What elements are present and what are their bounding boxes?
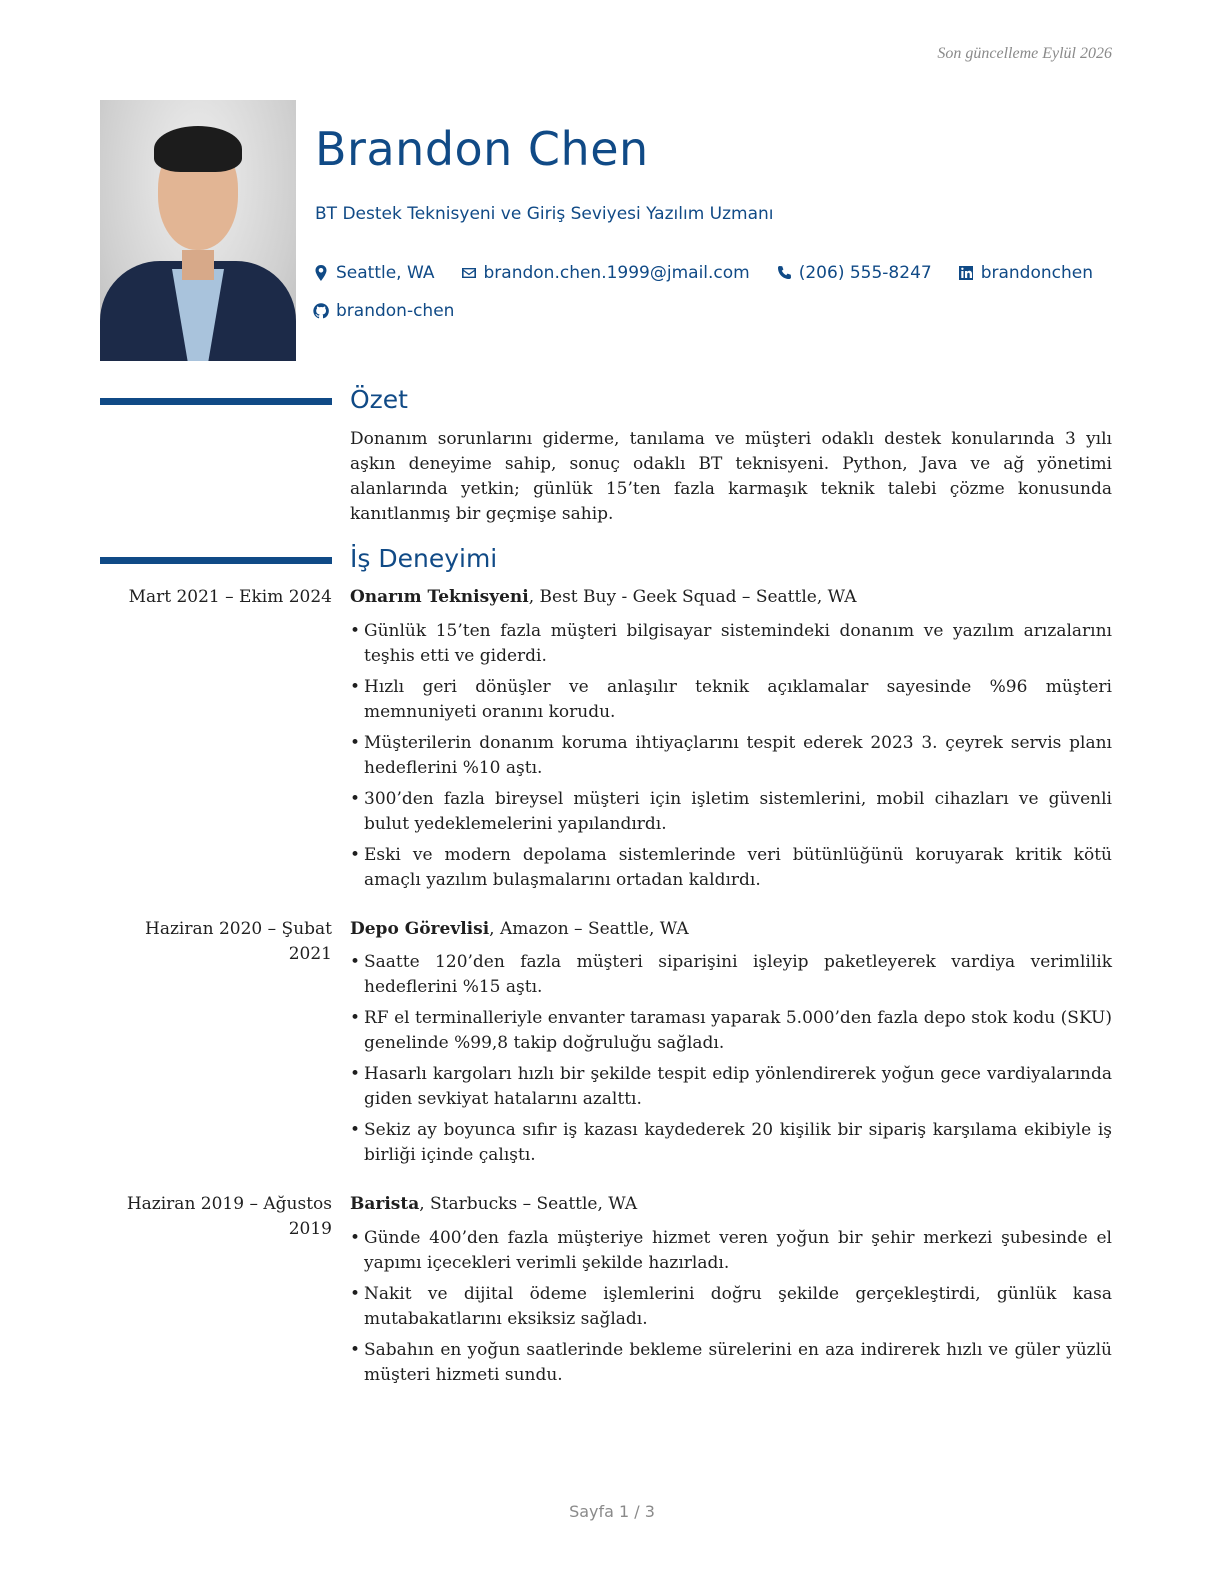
list-item: • Hasarlı kargoları hızlı bir şekilde tespit edip yönlendirerek yoğun gece vardiyalarında giden sevkiyat hatalarını azalttı. — [350, 1062, 1112, 1112]
list-item: • Sabahın en yoğun saatlerinde bekleme sürelerini en aza indirerek hızlı ve güler yüzlü müşteri hizmeti sundu. — [350, 1338, 1112, 1388]
list-item: • Sekiz ay boyunca sıfır iş kazası kaydederek 20 kişilik bir sipariş karşılama ekibiyle iş birliği içinde çalıştı. — [350, 1118, 1112, 1168]
list-item: • Nakit ve dijital ödeme işlemlerini doğru şekilde gerçekleştirdi, günlük kasa mutabakatlarını eksiksiz sağladı. — [350, 1282, 1112, 1332]
section-title-summary: Özet — [350, 385, 408, 414]
page-number: Sayfa 1 / 3 — [569, 1502, 655, 1521]
job-role: Barista — [350, 1194, 420, 1214]
job-company: , Amazon – Seattle, WA — [489, 919, 689, 939]
job-heading — [350, 917, 1112, 942]
summary-text: Donanım sorunlarını giderme, tanılama ve müşteri odaklı destek konularında 3 yılı aşkın deneyime sahip, sonuç odaklı BT teknisyeni. Python, Java ve ağ yönetimi alanlarında yetkin; günlük 15’ten fazla karmaşık teknik talebi çözme konusunda kanıtlanmış bir geçmişe sahip. — [350, 429, 1112, 524]
profile-photo — [100, 100, 296, 361]
job-bullets — [350, 619, 1112, 899]
section-divider — [100, 398, 332, 405]
job-role: Onarım Teknisyeni — [350, 587, 529, 607]
list-item: • 300’den fazla bireysel müşteri için işletim sistemlerini, mobil cihazları ve güvenli bulut yedeklemelerini yapılandırdı. — [350, 787, 1112, 837]
job-dates: Mart 2021 – Ekim 2024 — [128, 587, 332, 607]
contact-github[interactable]: brandon-chen — [313, 301, 454, 321]
section-divider — [100, 557, 332, 564]
job-heading — [350, 1192, 1112, 1217]
list-item: • Eski ve modern depolama sistemlerinde veri bütünlüğünü koruyarak kritik kötü amaçlı yazılım bulaşmalarını ortadan kaldırdı. — [350, 843, 1112, 893]
job-dates: Haziran 2020 – Şubat 2021 — [145, 919, 332, 964]
contact-info — [313, 261, 1113, 337]
job-heading — [350, 585, 1112, 610]
envelope-icon — [461, 265, 477, 281]
job-dates: Haziran 2019 – Ağustos 2019 — [126, 1194, 332, 1239]
job-title: BT Destek Teknisyeni ve Giriş Seviyesi Yazılım Uzmanı — [315, 204, 774, 224]
list-item: • Günlük 15’ten fazla müşteri bilgisayar sistemindeki donanım ve yazılım arızalarını teşhis etti ve giderdi. — [350, 619, 1112, 669]
last-updated: Son güncelleme Eylül 2026 — [937, 45, 1112, 62]
list-item: • Saatte 120’den fazla müşteri siparişini işleyip paketleyerek vardiya verimlilik hedeflerini %15 aştı. — [350, 950, 1112, 1000]
list-item: • RF el terminalleriyle envanter taraması yaparak 5.000’den fazla depo stok kodu (SKU) genelinde %99,8 takip doğruluğu sağladı. — [350, 1006, 1112, 1056]
linkedin-icon — [958, 265, 974, 281]
job-bullets — [350, 1226, 1112, 1394]
list-item: • Günde 400’den fazla müşteriye hizmet veren yoğun bir şehir merkezi şubesinde el yapımı içecekleri verimli şekilde hazırladı. — [350, 1226, 1112, 1276]
job-role: Depo Görevlisi — [350, 919, 490, 939]
contact-linkedin[interactable]: brandonchen — [958, 263, 1093, 283]
list-item: • Müşterilerin donanım koruma ihtiyaçlarını tespit ederek 2023 3. çeyrek servis planı hedeflerini %10 aştı. — [350, 731, 1112, 781]
github-icon — [313, 303, 329, 319]
contact-phone[interactable]: (206) 555-8247 — [776, 263, 932, 283]
phone-icon — [776, 265, 792, 281]
job-company: , Best Buy - Geek Squad – Seattle, WA — [528, 587, 857, 607]
job-bullets — [350, 950, 1112, 1174]
map-pin-icon — [313, 265, 329, 281]
contact-location: Seattle, WA — [313, 263, 435, 283]
list-item: • Hızlı geri dönüşler ve anlaşılır teknik açıklamalar sayesinde %96 müşteri memnuniyeti oranını korudu. — [350, 675, 1112, 725]
section-title-experience: İş Deneyimi — [350, 544, 498, 573]
job-company: , Starbucks – Seattle, WA — [419, 1194, 638, 1214]
contact-email[interactable]: brandon.chen.1999@jmail.com — [461, 263, 750, 283]
person-name: Brandon Chen — [315, 122, 649, 176]
